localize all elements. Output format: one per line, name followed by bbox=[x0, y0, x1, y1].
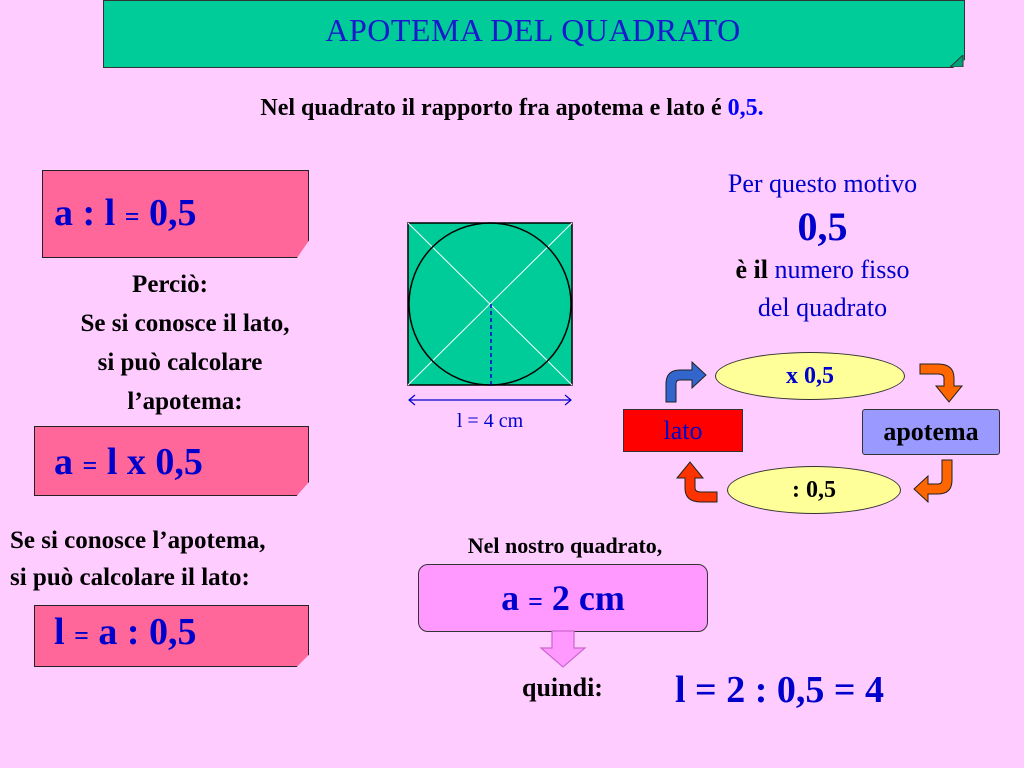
formula-apotema-right: l x 0,5 bbox=[106, 441, 203, 483]
fixed-number-line1: Per questo motivo bbox=[727, 169, 918, 198]
example-box-eq: = bbox=[528, 587, 543, 616]
arrow-down-left-icon bbox=[912, 458, 960, 504]
arrow-up-left-icon bbox=[675, 460, 719, 506]
apotema-box bbox=[862, 409, 1000, 455]
example-intro: Nel nostro quadrato, bbox=[467, 533, 663, 558]
subtitle-text: Nel quadrato il rapporto fra apotema e lato é bbox=[260, 95, 728, 121]
apotema-label: apotema bbox=[883, 417, 979, 446]
paragraph-apotema-line1: Se si conosce l’apotema, bbox=[10, 527, 266, 554]
paragraph-lato-line3: si può calcolare bbox=[97, 349, 263, 376]
formula-lato bbox=[54, 610, 197, 654]
side-length-arrow bbox=[405, 393, 575, 407]
paragraph-lato-line4: l’apotema: bbox=[127, 388, 243, 415]
formula-ratio-right: 0,5 bbox=[149, 192, 197, 234]
formula-apotema bbox=[54, 440, 203, 484]
fixed-number-prefix: è il bbox=[735, 255, 775, 284]
formula-ratio-left: a : l bbox=[54, 192, 116, 234]
example-quindi: quindi: bbox=[522, 673, 603, 702]
formula-apotema-eq: = bbox=[82, 451, 98, 480]
example-box-right: 2 cm bbox=[551, 578, 625, 618]
formula-ratio bbox=[54, 191, 197, 235]
lato-box bbox=[623, 409, 743, 452]
formula-lato-right: a : 0,5 bbox=[98, 611, 197, 653]
example-box-left: a bbox=[501, 578, 520, 618]
formula-lato-left: l bbox=[54, 611, 65, 653]
side-length-label: l = 4 cm bbox=[456, 410, 524, 432]
down-arrow-icon bbox=[538, 630, 588, 668]
subtitle-value: 0,5. bbox=[727, 95, 764, 121]
formula-ratio-eq: = bbox=[124, 202, 140, 231]
example-box bbox=[418, 564, 708, 632]
multiply-label: x 0,5 bbox=[786, 363, 834, 389]
divide-ellipse bbox=[727, 466, 901, 514]
divide-label: : 0,5 bbox=[792, 477, 836, 503]
fixed-number-info bbox=[665, 165, 980, 327]
paragraph-apotema-line2: si può calcolare il lato: bbox=[10, 564, 250, 591]
paragraph-lato bbox=[20, 265, 350, 421]
paragraph-apotema bbox=[10, 522, 370, 596]
arrow-down-right-icon bbox=[918, 360, 964, 404]
formula-apotema-left: a bbox=[54, 441, 73, 483]
formula-lato-eq: = bbox=[74, 621, 89, 650]
multiply-ellipse bbox=[715, 352, 905, 400]
paragraph-lato-line1: Perciò: bbox=[132, 271, 208, 298]
page-title: APOTEMA DEL QUADRATO bbox=[325, 12, 741, 48]
title-fold-corner bbox=[950, 55, 964, 67]
fixed-number-value: 0,5 bbox=[797, 204, 848, 249]
paragraph-lato-line2: Se si conosce il lato, bbox=[80, 310, 290, 337]
subtitle bbox=[0, 95, 1024, 122]
fixed-number-line4: del quadrato bbox=[757, 293, 888, 322]
lato-label: lato bbox=[663, 416, 703, 445]
arrow-up-right-icon bbox=[660, 358, 710, 404]
fixed-number-line3 bbox=[665, 251, 980, 289]
square-diagram bbox=[405, 220, 575, 390]
fixed-number-highlight: numero fisso bbox=[774, 255, 910, 284]
example-result: l = 2 : 0,5 = 4 bbox=[675, 669, 885, 711]
